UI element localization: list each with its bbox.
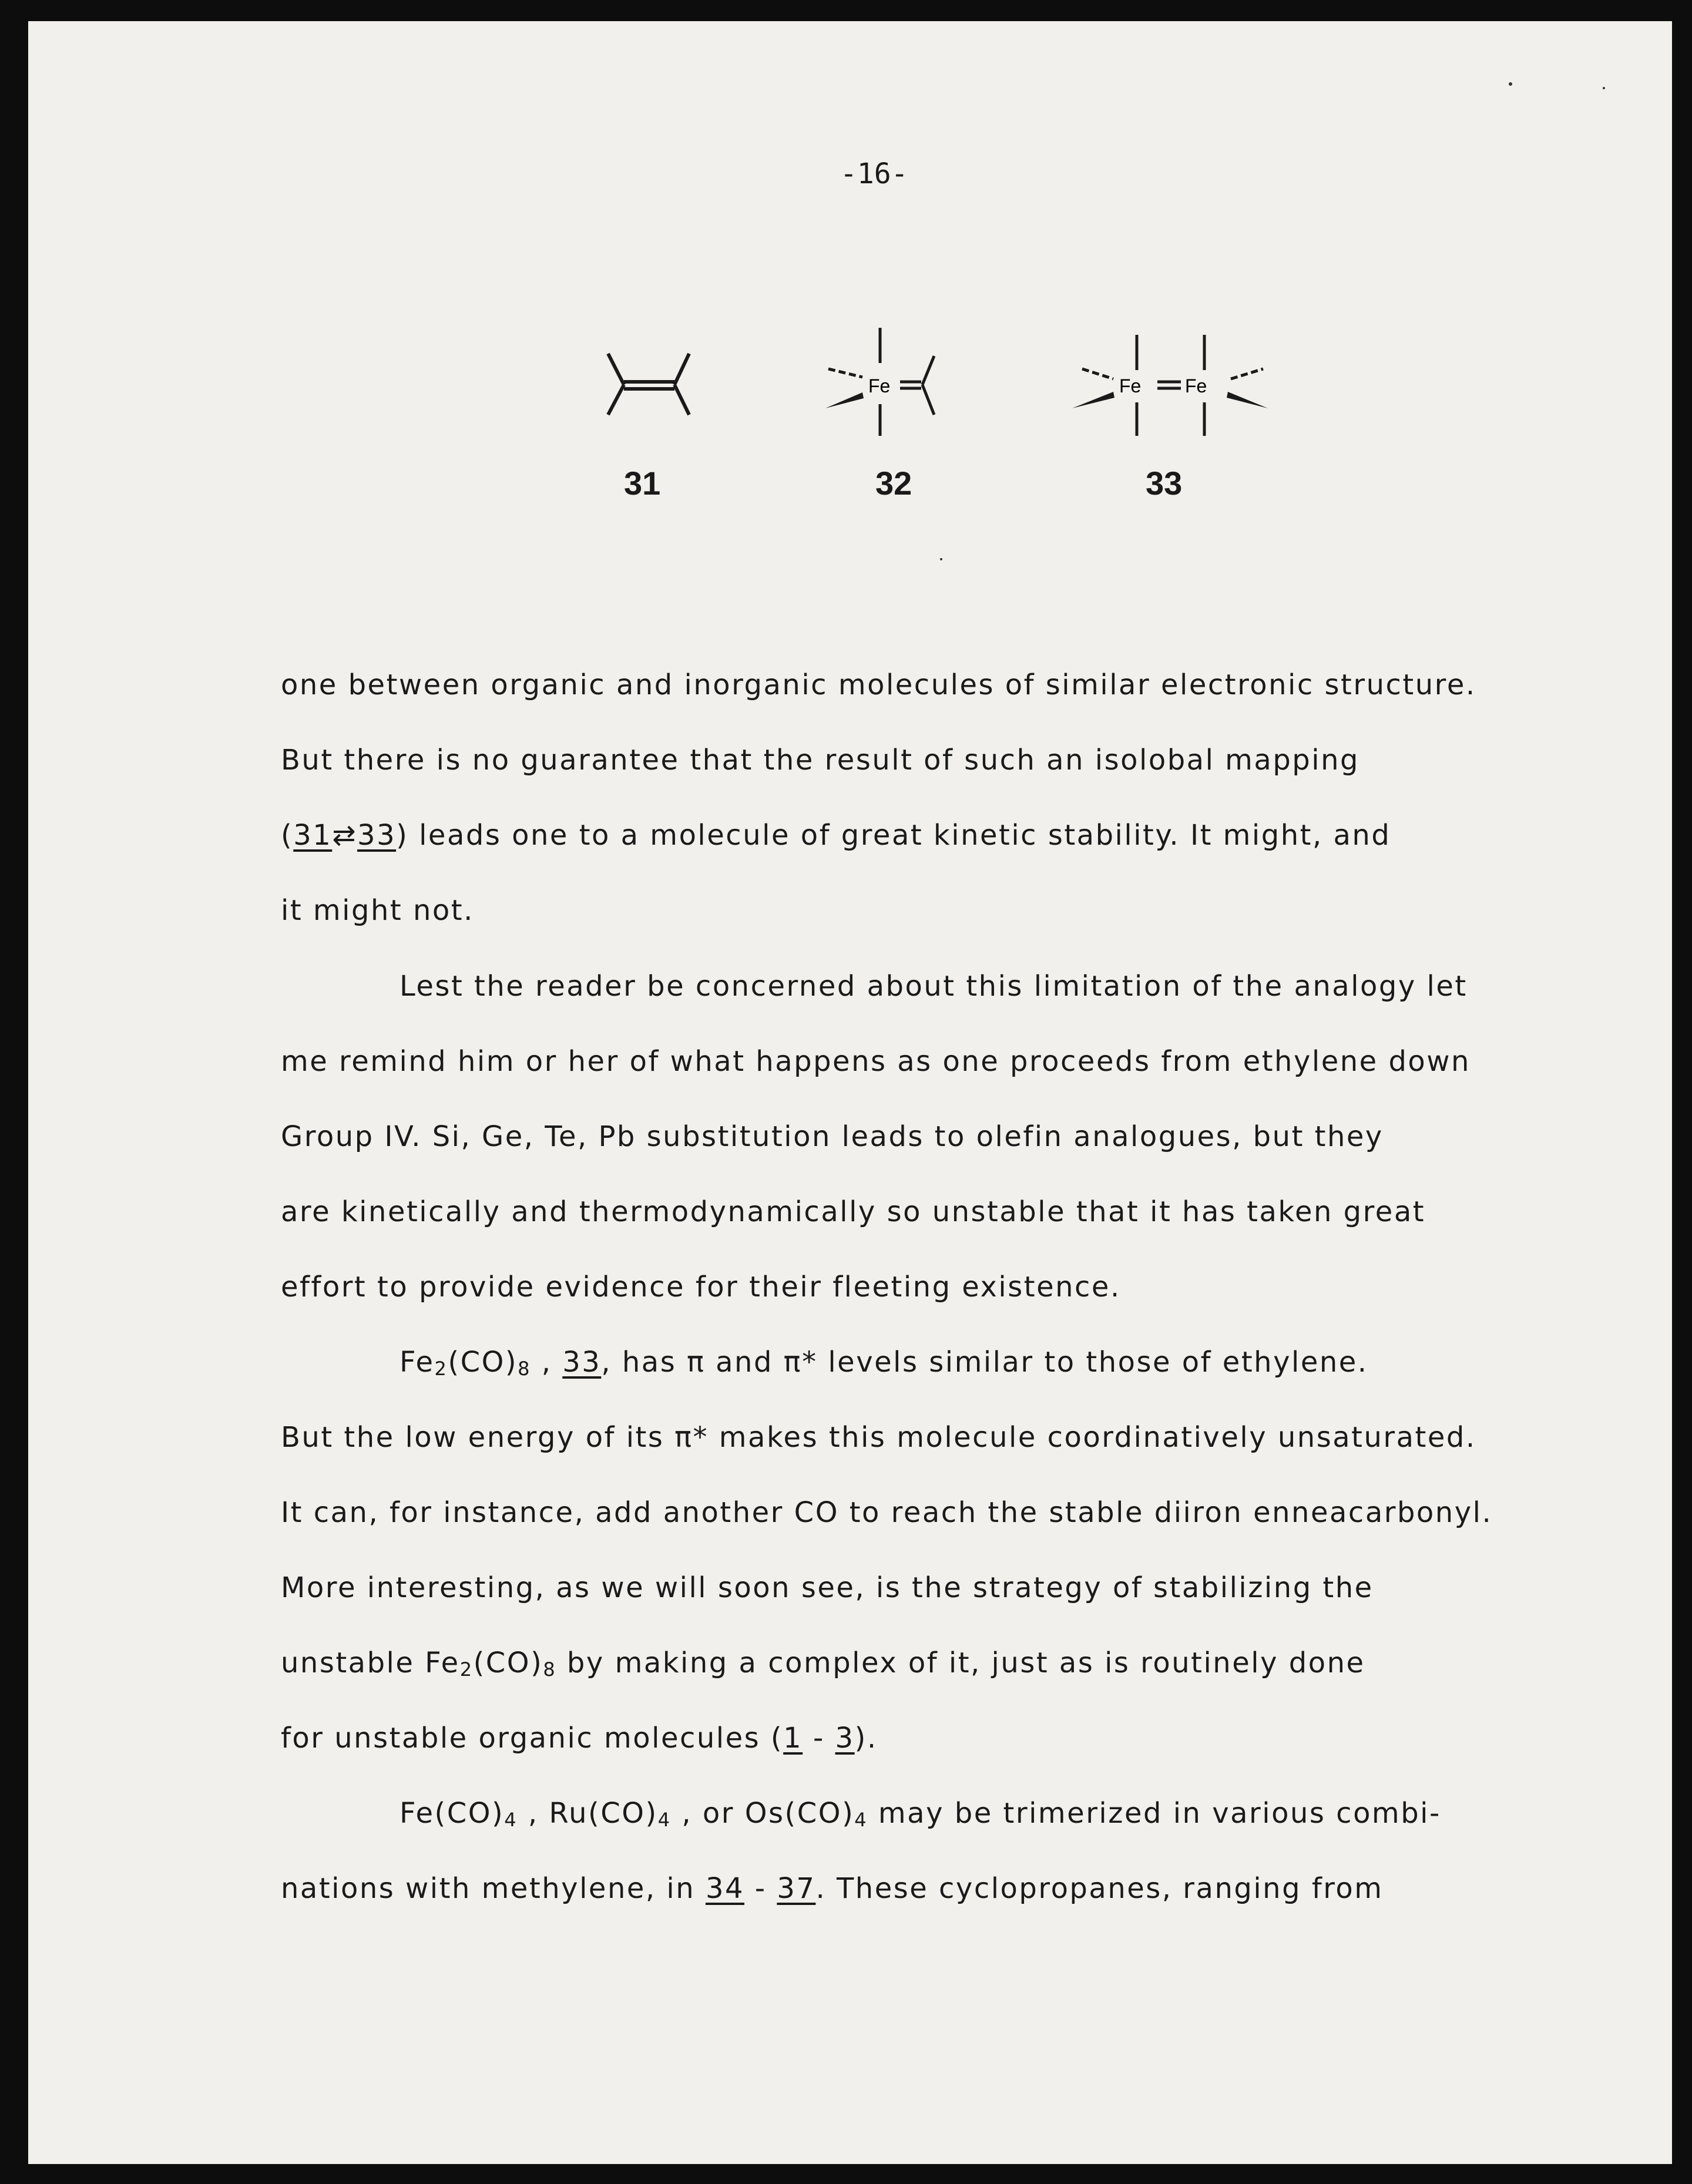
ref-31: 31 <box>293 819 333 852</box>
text-line-2: But there is no guarantee that the result of such an isolobal mapping <box>281 744 1359 777</box>
ref-33: 33 <box>357 819 397 852</box>
text-line-14: unstable $Fe_2(CO)_8$ by making a complex of it, just as is routinely done <box>281 1647 1365 1681</box>
text-line-13: More interesting, as we will soon see, is the strategy of stabilizing the <box>281 1571 1374 1604</box>
text-line-4: it might not. <box>281 894 474 927</box>
text-line-3: (31⇄33) leads one to a molecule of great kinetic stability. It might, and <box>281 819 1391 852</box>
text-line-17: nations with methylene, in 34 - 37. These cyclopropanes, ranging from <box>281 1872 1384 1905</box>
molecule-33-wedge-left <box>1072 392 1114 408</box>
molecule-33-metal-right: Fe <box>1185 375 1207 397</box>
molecule-32-metal: Fe <box>868 375 891 397</box>
ref-33: 33 <box>562 1346 602 1379</box>
text-line-12: It can, for instance, add another CO to reach the stable diiron enneacarbonyl. <box>281 1496 1493 1529</box>
speck <box>1603 87 1605 89</box>
molecule-33-drawing <box>1082 335 1263 436</box>
molecule-31-drawing <box>608 354 689 415</box>
molecule-33-metal-left: Fe <box>1119 375 1142 397</box>
text-line-10: $Fe_2(CO)_8$ , 33, has π and π* levels similar to those of ethylene. <box>400 1346 1368 1380</box>
speck <box>1509 82 1512 86</box>
text-line-7: Group IV. Si, Ge, Te, Pb substitution leads to olefin analogues, but they <box>281 1120 1384 1153</box>
ref-3: 3 <box>835 1722 855 1755</box>
text-line-5: Lest the reader be concerned about this limitation of the analogy let <box>400 970 1468 1003</box>
molecule-32-wedge <box>825 392 864 408</box>
text-line-8: are kinetically and thermodynamically so unstable that it has taken great <box>281 1195 1426 1228</box>
text-line-9: effort to provide evidence for their fleeting existence. <box>281 1271 1121 1303</box>
text-line-1: one between organic and inorganic molecules of similar electronic structure. <box>281 668 1476 701</box>
ref-37: 37 <box>777 1872 816 1905</box>
molecule-label-32: 32 <box>875 465 912 502</box>
speck <box>940 558 942 560</box>
ref-34: 34 <box>705 1872 745 1905</box>
text-line-6: me remind him or her of what happens as one proceeds from ethylene down <box>281 1045 1471 1078</box>
text-line-11: But the low energy of its π* makes this molecule coordinatively unsaturated. <box>281 1421 1476 1454</box>
molecule-label-31: 31 <box>624 465 661 502</box>
isolobal-arrow: ⇄ <box>332 819 358 852</box>
page-number: -16- <box>840 157 908 190</box>
molecule-label-33: 33 <box>1146 465 1183 502</box>
ref-1: 1 <box>783 1722 803 1755</box>
text-line-15: for unstable organic molecules (1 - 3). <box>281 1722 878 1755</box>
text-line-16: $Fe(CO)_4$ , $Ru(CO)_4$ , or $Os(CO)_4$ may be trimerized in various combi- <box>400 1797 1441 1831</box>
molecule-33-wedge-right <box>1227 392 1268 408</box>
